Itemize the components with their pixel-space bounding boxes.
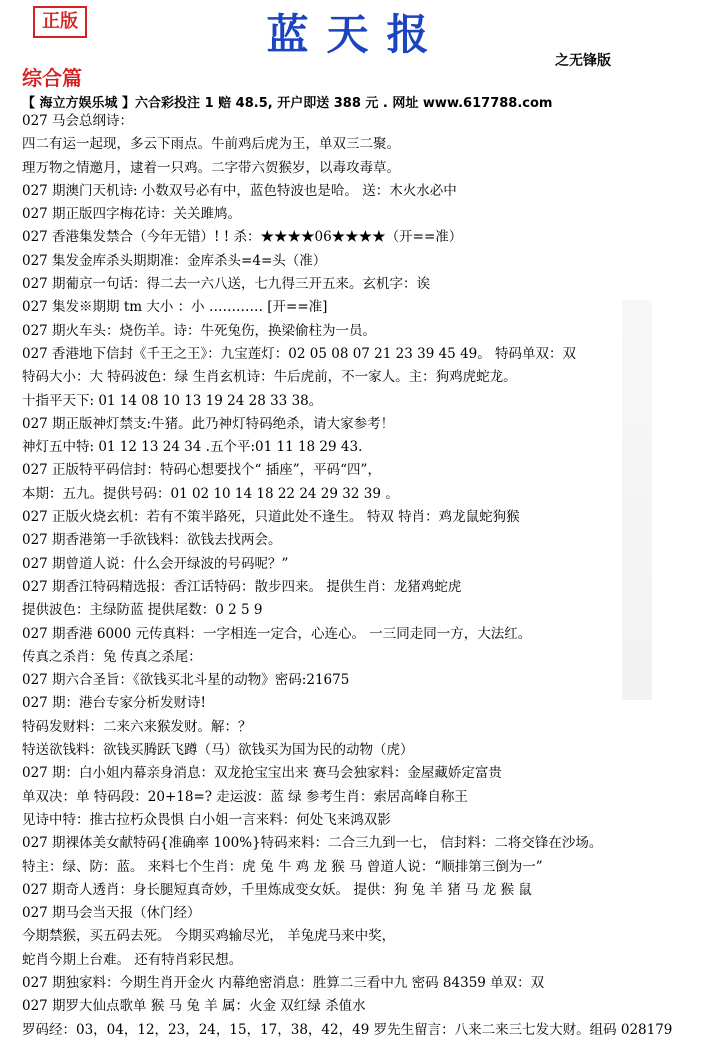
text-line: 027 期香江特码精选报：香江话特码：散步四来。 提供生肖：龙猪鸡蛇虎 bbox=[22, 578, 462, 595]
text-line: 特主：绿、防：蓝。 来料七个生肖：虎 兔 牛 鸡 龙 猴 马 曾道人说：“顺排第三倒为一” bbox=[22, 858, 543, 875]
text-line: 027 期马会当天报（休门经） bbox=[22, 905, 201, 922]
text-line: 027 香港地下信封《千王之王》：九宝莲灯：02 05 08 07 21 23 39 45 49。 特码单双：双 bbox=[22, 345, 577, 362]
text-line: 特码发财料：二来六来猴发财。解：？ bbox=[22, 718, 252, 735]
edition-subtitle: 之无锋版 bbox=[555, 53, 611, 69]
text-line: 027 期：港台专家分析发财诗! bbox=[22, 695, 206, 712]
text-line: 027 期曾道人说：什么会开绿波的号码呢？” bbox=[22, 555, 289, 572]
text-line: 027 集发※期期 tm 大小 ：小 ………… [开==准] bbox=[22, 299, 328, 316]
text-line: 027 期正版四字梅花诗：关关雎鸠。 bbox=[22, 206, 242, 223]
text-line: 罗码经：03，04，12，23，24，15，17，38，42，49 罗先生留言：八来二来三七发大财。组码 028179 bbox=[22, 1021, 673, 1038]
text-line: 特码大小：大 特码波色：绿 生肖玄机诗：牛后虎前，不一家人。主：狗鸡虎蛇龙。 bbox=[22, 369, 517, 386]
text-line: 027 正版特平码信封：特码心想要找个“ 插座”，平码“四”， bbox=[22, 462, 381, 479]
text-line: 027 期独家料：今期生肖开金火 内幕绝密消息：胜算二三看中九 密码 84359 单双：双 bbox=[22, 974, 545, 991]
text-line: 027 正版火烧玄机：若有不策半路死，只道此处不逢生。 特双 特肖：鸡龙鼠蛇狗猴 bbox=[22, 509, 520, 526]
ad-banner: 【 海立方娱乐城 】六合彩投注 1 赔 48.5, 开户即送 388 元 . 网址 www.617788.com bbox=[22, 96, 553, 111]
text-line: 027 期香港第一手欲钱料：欲钱去找两会。 bbox=[22, 532, 282, 549]
text-line: 蛇肖今期上台难。 还有特肖彩民想。 bbox=[22, 951, 243, 968]
text-line: 传真之杀肖：兔 传真之杀尾： bbox=[22, 648, 202, 665]
text-line: 理万物之情邀月，逮着一只鸡。二字带六贺猴岁，以毒攻毒草。 bbox=[22, 159, 400, 176]
text-line: 单双决：单 特码段：20+18=? 走运波：蓝 绿 参考生肖：索居高峰自称王 bbox=[22, 788, 468, 805]
text-line: 027 期火车头：烧伤羊。诗：牛死兔伤，换梁偷柱为一员。 bbox=[22, 322, 377, 339]
text-line: 特送欲钱料：欲钱买腾跃飞蹲（马）欲钱买为国为民的动物（虎） bbox=[22, 742, 414, 759]
text-line: 提供波色：主绿防蓝 提供尾数：0 2 5 9 bbox=[22, 602, 263, 619]
edition-badge: 正版 bbox=[33, 6, 87, 38]
text-line: 神灯五中特: 01 12 13 24 34 .五个平:01 11 18 29 43. bbox=[22, 439, 363, 456]
text-line: 027 集发金库杀头期期准：金库杀头=4=头（准） bbox=[22, 252, 327, 269]
text-line: 027 期奇人透肖：身长腿短真奇妙，千里炼成变女妖。 提供：狗 兔 羊 猪 马 龙 猴 鼠 bbox=[22, 881, 532, 898]
text-line: 027 香港集发禁合（今年无错）! ! 杀：★★★★06★★★★（开==准） bbox=[22, 229, 463, 246]
text-line: 今期禁猴，买五码去死。 今期买鸡输尽光， 羊兔虎马来中奖， bbox=[22, 928, 396, 945]
text-line: 027 期六合圣旨：《欲钱买北斗星的动物》密码:21675 bbox=[22, 672, 350, 689]
content-lines bbox=[22, 110, 712, 1042]
newspaper-title: 蓝天报 bbox=[266, 10, 447, 59]
text-line: 见诗中特：推古拉朽众畏惧 白小姐一言来料：何处飞来鸿双影 bbox=[22, 811, 391, 828]
text-line: 027 期正版神灯禁支:牛猪。此乃神灯特码绝杀，请大家参考！ bbox=[22, 415, 395, 432]
text-line: 027 期罗大仙点歌单 猴 马 兔 羊 属：火金 双红绿 杀值水 bbox=[22, 998, 366, 1015]
text-line: 027 期裸体美女献特码{准确率 100%}特码来料：二合三九到一七， 信封料：二将交锋在沙场。 bbox=[22, 835, 603, 852]
text-line: 十指平天下: 01 14 08 10 13 19 24 28 33 38。 bbox=[22, 392, 323, 409]
text-line: 027 期葡京一句话：得二去一六八送，七九得三开五来。玄机字：诶 bbox=[22, 276, 431, 293]
text-line: 027 期：白小姐内幕亲身消息：双龙抢宝宝出来 赛马会独家料：金屋藏娇定富贵 bbox=[22, 765, 502, 782]
text-line: 027 马会总纲诗： bbox=[22, 113, 134, 129]
text-line: 027 期香港 6000 元传真料：一字相连一定合，心连心。 一三同走同一方，大法红。 bbox=[22, 625, 532, 642]
text-line: 本期：五九。提供号码：01 02 10 14 18 22 24 29 32 39 。 bbox=[22, 485, 399, 502]
text-line: 027 期澳门天机诗: 小数双号必有中，蓝色特波也是哈。 送：木火水必中 bbox=[22, 182, 457, 199]
section-title: 综合篇 bbox=[22, 66, 82, 90]
text-line: 四二有运一起现，多云下雨点。牛前鸡后虎为王，单双三二聚。 bbox=[22, 136, 400, 153]
